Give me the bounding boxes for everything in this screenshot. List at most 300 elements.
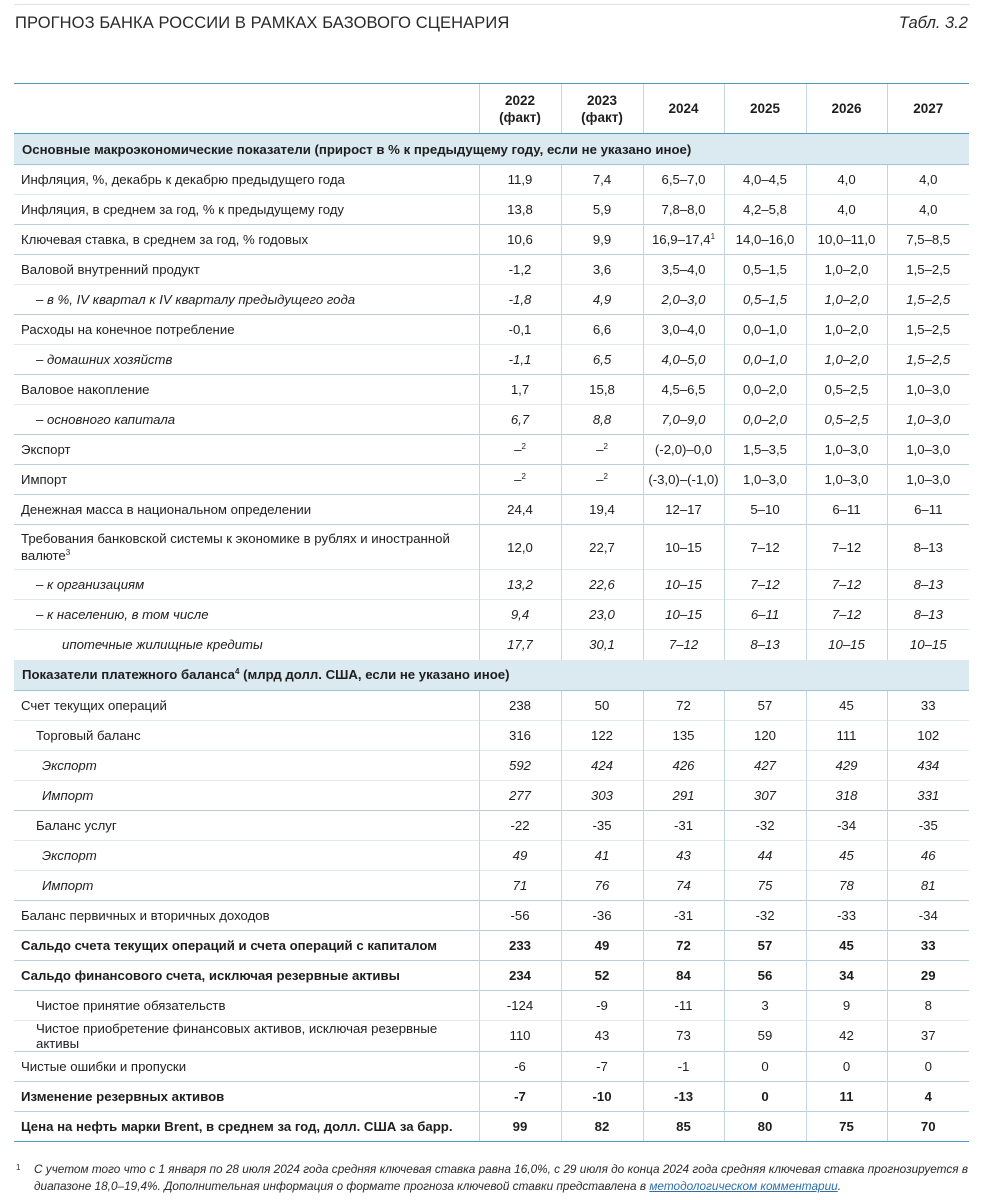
row-label [14,630,479,660]
value-text: 8–13 [913,577,943,592]
value-cell [643,780,724,810]
value-cell [806,195,887,225]
value-text: 49 [512,847,528,863]
value-cell [561,930,643,960]
table-row [14,960,969,990]
table-row [14,690,969,720]
value-cell [724,465,806,495]
value-cell [724,285,806,315]
value-text: -1 [677,1058,690,1074]
value-text: 6,7 [510,412,530,427]
row-label-text: Экспорт [42,847,97,863]
value-cell [724,195,806,225]
value-cell [561,720,643,750]
footnote-text: С учетом того что с 1 января по 28 июля 2024 года средняя ключевая ставка равна 16,0%, с 29 июля до конца 2024 года средняя ключевая ставка прогнозируется в диапазоне 18,0–19,4%. Дополнительная информация о формате прогноза ключевой ставки представлена в [34,1162,968,1193]
row-label-text: Экспорт [21,442,71,457]
section-label: Основные макроэкономические показатели (прирост в % к предыдущему году, если не указано иное) [22,141,692,157]
value-cell [479,345,561,375]
value-cell [479,525,561,570]
value-cell [806,465,887,495]
value-text: 9,9 [592,232,612,247]
value-text: 1,0–2,0 [824,352,869,367]
value-cell [479,405,561,435]
value-text: 3,6 [592,262,612,277]
value-cell [643,255,724,285]
year-header-1 [561,84,643,134]
value-cell [561,165,643,195]
value-cell [724,870,806,900]
value-cell [806,165,887,195]
value-text: 7–12 [750,577,780,592]
value-text: 49 [594,937,610,953]
value-text: 16,9–17,4 [651,232,711,247]
value-cell [643,405,724,435]
value-text: 84 [676,967,691,983]
value-text: 10–15 [665,607,702,622]
value-text: 1,5–3,5 [743,442,787,457]
value-cell [724,630,806,660]
value-cell [806,990,887,1020]
value-cell [643,1020,724,1051]
value-cell [887,750,969,780]
year-note: (факт) [581,109,623,125]
value-cell [561,1081,643,1111]
value-text: 42 [839,1028,854,1043]
value-text: 10–15 [909,637,947,653]
value-text: 12–17 [665,502,702,517]
value-text: 0,0–1,0 [743,322,787,337]
table-row [14,495,969,525]
value-text: 111 [836,727,857,743]
value-cell [887,315,969,345]
value-text: 426 [672,757,695,773]
year-note: (факт) [499,109,541,125]
value-cell [724,165,806,195]
value-cell [561,1111,643,1141]
row-label [14,930,479,960]
value-text: 1,0–3,0 [906,442,951,457]
value-text: 13,2 [507,577,533,592]
section-title [14,660,969,691]
row-label-text: Импорт [42,877,94,893]
row-label-text: – в %, IV квартал к IV кварталу предыдущего года [36,292,356,307]
value-text: 135 [672,727,695,743]
header-label-cell [14,84,479,134]
row-label [14,375,479,405]
value-text: 4,0 [837,202,856,217]
value-text: -34 [836,817,857,833]
value-cell [643,1051,724,1081]
value-cell [887,525,969,570]
value-cell [806,780,887,810]
value-text: 23,0 [589,607,615,622]
row-label [14,1020,479,1051]
value-cell [479,780,561,810]
value-text: 0,5–2,5 [824,412,869,427]
row-label [14,285,479,315]
value-cell [887,1020,969,1051]
row-label [14,690,479,720]
value-cell [806,720,887,750]
value-text: 1,0–3,0 [906,382,951,397]
value-text: 78 [839,877,854,893]
row-label [14,720,479,750]
value-text: 0,0–1,0 [743,352,787,367]
value-cell [643,1111,724,1141]
table-row [14,435,969,465]
table-row [14,375,969,405]
value-cell [724,435,806,465]
value-text: -31 [673,907,694,923]
value-text: 45 [839,937,854,953]
row-label-text: Инфляция, %, декабрь к декабрю предыдущего года [21,172,345,187]
value-text: 11 [839,1088,854,1104]
value-text: 4 [924,1088,932,1104]
value-text: 592 [508,757,531,773]
value-cell [806,900,887,930]
value-text: 0 [924,1058,932,1074]
value-text: 19,4 [589,502,615,517]
value-text: 1,5–2,5 [906,262,951,277]
value-cell [561,780,643,810]
value-text: 73 [676,1028,691,1043]
row-label [14,255,479,285]
row-label-text: Ключевая ставка, в среднем за год, % годовых [21,232,309,247]
value-text: 71 [512,877,528,893]
value-cell [561,285,643,315]
value-text: 52 [594,967,610,983]
value-text: 82 [594,1118,610,1134]
row-label [14,750,479,780]
value-cell [479,195,561,225]
value-text: 7,5–8,5 [906,232,951,247]
row-label-text: Чистое принятие обязательств [36,997,226,1013]
row-label-text: Чистое приобретение финансовых активов, исключая резервные активы [36,1020,438,1051]
value-text: 7–12 [668,637,699,653]
value-cell [806,525,887,570]
value-text: 75 [839,1118,854,1134]
value-cell [561,345,643,375]
value-text: 17,7 [507,637,533,653]
value-cell [561,960,643,990]
footnote-ref: 3 [65,548,71,557]
value-cell [724,750,806,780]
value-cell [724,375,806,405]
value-text: 1,5–2,5 [906,352,951,367]
value-cell [887,495,969,525]
value-cell [806,315,887,345]
value-text: 1,0–3,0 [824,442,869,457]
value-cell [643,285,724,315]
footnote-tail: . [837,1179,842,1193]
value-text: 44 [757,847,773,863]
value-cell [479,255,561,285]
value-text: 80 [757,1118,773,1134]
value-cell [479,840,561,870]
value-cell [887,1051,969,1081]
value-cell [887,780,969,810]
value-cell [724,780,806,810]
value-text: -35 [918,817,938,833]
table-row [14,870,969,900]
value-cell [561,465,643,495]
value-text: – [514,442,522,457]
value-cell [724,840,806,870]
value-text: -36 [592,907,612,923]
value-text: 1,0–3,0 [743,472,787,487]
value-cell [806,405,887,435]
value-cell [479,165,561,195]
value-text: 59 [757,1028,773,1043]
value-text: -7 [514,1088,526,1104]
value-cell [887,285,969,315]
row-label [14,225,479,255]
value-cell [887,810,969,840]
value-text: 6,5–7,0 [661,172,706,187]
value-cell [887,870,969,900]
footnote-ref: 4 [234,667,240,676]
value-cell [643,525,724,570]
table-row [14,345,969,375]
value-cell [479,435,561,465]
value-cell [724,525,806,570]
value-text: 81 [920,877,936,893]
value-cell [887,930,969,960]
value-cell [806,1020,887,1051]
table-row [14,840,969,870]
row-label [14,870,479,900]
value-cell [479,990,561,1020]
row-label-text: – к населению, в том числе [36,607,209,622]
year-header-0 [479,84,561,134]
value-text: 4,5–6,5 [661,382,706,397]
value-text: 45 [839,697,854,713]
top-rule [14,4,970,5]
value-cell [479,690,561,720]
value-cell [643,840,724,870]
value-text: 10–15 [665,539,702,555]
year-label: 2024 [668,101,699,116]
year-header-5 [887,84,969,134]
table-row [14,810,969,840]
value-cell [643,630,724,660]
value-text: 8–13 [913,607,943,622]
value-cell [561,255,643,285]
row-label-text: Импорт [21,472,68,487]
value-text: 10–15 [828,637,865,653]
value-text: 1,0–3,0 [824,472,869,487]
row-label-text: Экспорт [42,757,97,773]
value-cell [806,495,887,525]
value-text: -7 [596,1058,608,1074]
value-cell [643,930,724,960]
value-cell [561,600,643,630]
row-label-text: Сальдо счета текущих операций и счета операций с капиталом [21,937,437,953]
value-text: 429 [835,757,858,773]
row-label-text: Чистые ошибки и пропуски [21,1058,187,1074]
table-row [14,1111,969,1141]
table-row [14,1051,969,1081]
value-cell [724,405,806,435]
value-cell [806,1081,887,1111]
value-cell [643,690,724,720]
value-cell [887,435,969,465]
value-cell [806,1051,887,1081]
value-text: 9,4 [510,607,530,622]
row-label [14,900,479,930]
value-cell [806,930,887,960]
value-text: 238 [508,697,531,713]
value-text: 41 [594,847,610,863]
value-cell [479,225,561,255]
value-text: 11,9 [507,172,533,187]
value-cell [724,495,806,525]
value-cell [643,465,724,495]
value-cell [806,1111,887,1141]
section-label: Показатели платежного баланса [22,667,235,682]
table-row [14,255,969,285]
value-text: 316 [508,727,531,743]
value-text: 75 [757,877,773,893]
value-cell [479,930,561,960]
value-cell [479,495,561,525]
value-cell [561,570,643,600]
value-text: -31 [673,817,694,833]
table-row [14,165,969,195]
value-text: 233 [508,937,531,953]
value-cell [724,690,806,720]
value-text: 4,0–5,0 [661,352,706,367]
value-cell [887,900,969,930]
value-text: (-2,0)–0,0 [654,442,713,457]
value-text: 303 [590,787,613,803]
value-cell [643,375,724,405]
value-text: 1,5–2,5 [906,292,951,307]
value-cell [887,165,969,195]
value-cell [887,465,969,495]
value-text: 6–11 [750,607,780,622]
value-text: 29 [920,967,936,983]
value-text: (-3,0)–(-1,0) [648,472,719,487]
value-cell [806,285,887,315]
row-label [14,1081,479,1111]
value-text: -1,1 [508,352,532,367]
section-title [14,134,969,165]
value-text: 331 [917,787,940,803]
value-cell [479,720,561,750]
value-cell [479,630,561,660]
value-text: 56 [757,967,773,983]
value-cell [561,630,643,660]
year-header-2 [643,84,724,134]
value-cell [479,1111,561,1141]
table-row [14,990,969,1020]
value-text: 1,7 [510,382,530,397]
value-cell [561,435,643,465]
value-cell [806,345,887,375]
value-cell [561,525,643,570]
row-label [14,840,479,870]
value-cell [806,375,887,405]
value-text: 1,0–2,0 [824,322,869,337]
row-label [14,405,479,435]
value-cell [887,345,969,375]
value-cell [887,225,969,255]
value-text: -34 [918,907,938,923]
value-cell [643,720,724,750]
value-cell [643,435,724,465]
value-cell [806,870,887,900]
methodology-link[interactable]: методологическом комментарии [649,1179,838,1193]
value-cell [479,810,561,840]
table-row [14,405,969,435]
value-cell [561,195,643,225]
value-cell [479,600,561,630]
value-cell [806,960,887,990]
value-text: 22,6 [589,577,615,592]
row-label-text: Требования банковской системы к экономике в рублях и иностранной валюте [21,531,450,563]
value-cell [561,225,643,255]
row-label-text: Счет текущих операций [21,697,167,713]
value-cell [806,750,887,780]
value-cell [479,1051,561,1081]
value-cell [887,840,969,870]
value-text: 307 [753,787,776,803]
row-label [14,195,479,225]
value-text: 3,5–4,0 [661,262,706,277]
value-text: -32 [755,817,775,833]
value-cell [806,630,887,660]
value-text: 43 [594,1028,610,1043]
value-text: 110 [509,1028,531,1043]
table-row [14,225,969,255]
value-text: 72 [676,697,691,713]
value-cell [887,1111,969,1141]
table-row [14,900,969,930]
forecast-table [14,83,969,1142]
year-header-3 [724,84,806,134]
value-text: -10 [592,1088,612,1104]
footnote-ref: 1 [710,232,716,241]
value-text: 0 [761,1088,769,1104]
value-cell [643,810,724,840]
table-header-row [14,84,969,134]
value-cell [643,165,724,195]
value-cell [643,870,724,900]
value-cell [724,600,806,630]
value-cell [561,840,643,870]
value-text: 4,0 [919,202,938,217]
value-cell [724,1111,806,1141]
value-cell [887,1081,969,1111]
value-cell [806,810,887,840]
footnote-ref: 2 [603,442,608,451]
value-text: 8 [924,997,932,1013]
value-text: 37 [920,1028,936,1043]
table-row [14,780,969,810]
row-label [14,780,479,810]
row-label [14,165,479,195]
value-text: 4,0 [919,172,938,187]
value-cell [806,690,887,720]
value-cell [887,195,969,225]
value-cell [479,900,561,930]
row-label [14,600,479,630]
value-cell [643,900,724,930]
row-label-text: ипотечные жилищные кредиты [62,637,263,653]
value-cell [724,990,806,1020]
value-text: 1,0–2,0 [824,292,869,307]
